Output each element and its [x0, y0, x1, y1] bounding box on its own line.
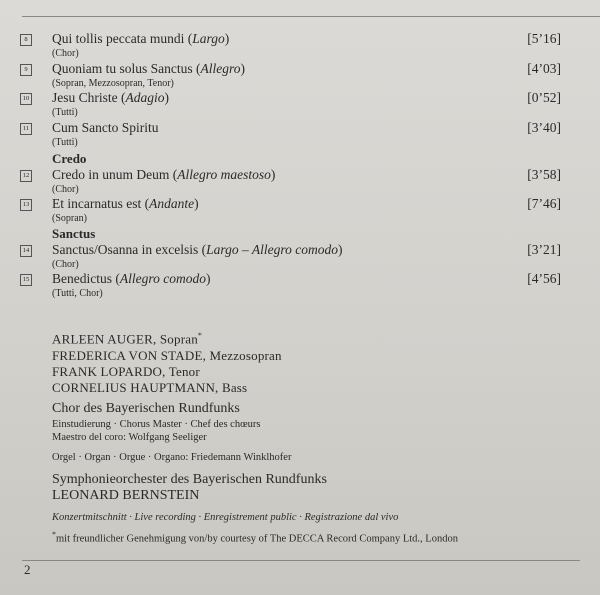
- section-heading-sanctus: Sanctus: [52, 226, 96, 241]
- track-number: 13: [20, 199, 32, 211]
- track-title: Credo in unum Deum (Allegro maestoso): [52, 167, 276, 182]
- choir-master: Einstudierung · Chorus Master · Chef des chœurs: [52, 419, 261, 430]
- bottom-rule: [22, 560, 580, 561]
- soloist: CORNELIUS HAUPTMANN, Bass: [52, 380, 248, 395]
- track-title: Sanctus/Osanna in excelsis (Largo – Allegro comodo): [52, 242, 343, 257]
- section-heading-credo: Credo: [52, 151, 87, 166]
- track-title: Quoniam tu solus Sanctus (Allegro): [52, 61, 245, 76]
- track-number: 9: [20, 64, 32, 76]
- orchestra-name: Symphonieorchester des Bayerischen Rundfunks: [52, 472, 327, 487]
- track-number: 8: [20, 34, 32, 46]
- track-title: Jesu Christe (Adagio): [52, 90, 169, 105]
- track-voices: (Tutti): [52, 137, 78, 148]
- page-number: 2: [24, 562, 31, 577]
- choir-name: Chor des Bayerischen Rundfunks: [52, 401, 240, 416]
- track-voices: (Tutti, Chor): [52, 288, 103, 299]
- track-number: 14: [20, 245, 32, 257]
- track-duration: [7’46]: [527, 196, 561, 211]
- track-voices: (Tutti): [52, 107, 78, 118]
- courtesy-note: *mit freundlicher Genehmigung von/by courtesy of The DECCA Record Company Ltd., London: [52, 530, 458, 545]
- track-title: Et incarnatus est (Andante): [52, 196, 199, 211]
- track-title: Qui tollis peccata mundi (Largo): [52, 31, 230, 46]
- track-duration: [5’16]: [527, 31, 561, 46]
- soloist: FRANK LOPARDO, Tenor: [52, 364, 200, 379]
- recording-note: Konzertmitschnitt · Live recording · Enregistrement public · Registrazione dal vivo: [52, 512, 399, 523]
- track-voices: (Chor): [52, 184, 79, 195]
- track-number: 12: [20, 170, 32, 182]
- track-number: 11: [20, 123, 32, 135]
- track-duration: [3’58]: [527, 167, 561, 182]
- track-duration: [3’40]: [527, 120, 561, 135]
- organist: Orgel · Organ · Orgue · Organo: Friedemann Winklhofer: [52, 452, 292, 463]
- conductor-name: LEONARD BERNSTEIN: [52, 488, 200, 503]
- soloist: ARLEEN AUGER, Sopran*: [52, 331, 203, 347]
- choir-master-italian: Maestro del coro: Wolfgang Seeliger: [52, 432, 207, 443]
- track-duration: [3’21]: [527, 242, 561, 257]
- track-duration: [4’56]: [527, 271, 561, 286]
- soloist: FREDERICA VON STADE, Mezzosopran: [52, 348, 282, 363]
- track-voices: (Chor): [52, 48, 79, 59]
- track-duration: [4’03]: [527, 61, 561, 76]
- track-number: 10: [20, 93, 32, 105]
- top-rule: [22, 16, 600, 17]
- track-voices: (Sopran, Mezzosopran, Tenor): [52, 78, 174, 89]
- track-title: Cum Sancto Spiritu: [52, 120, 159, 135]
- track-voices: (Sopran): [52, 213, 87, 224]
- track-title: Benedictus (Allegro comodo): [52, 271, 211, 286]
- track-voices: (Chor): [52, 259, 79, 270]
- track-duration: [0’52]: [527, 90, 561, 105]
- track-number: 15: [20, 274, 32, 286]
